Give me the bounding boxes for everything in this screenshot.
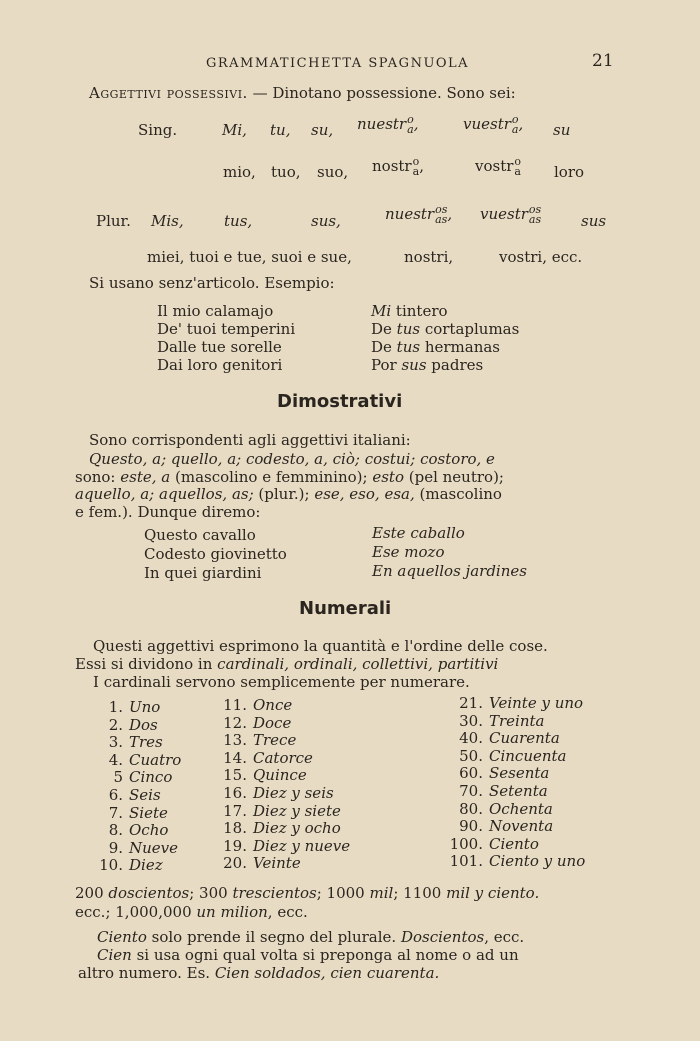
cardinal-row [445, 853, 585, 871]
cardinal-row [445, 818, 585, 836]
cardinal-row [95, 699, 181, 717]
poss-examples-italian: Il mio calamajo De' tuoi temperini Dalle tue sorelle Dai loro genitori [157, 302, 296, 374]
cardinal-row [95, 805, 181, 823]
plur-it-1: miei, tuoi e tue, suoi e sue, [147, 248, 352, 266]
cardinal-word: Cuarenta [489, 729, 560, 748]
dim-line-2: Questo, a; quello, a; codesto, a, ciò; costui; costoro, e [89, 450, 495, 468]
plur-es-4: nuestr os as , [385, 203, 453, 226]
cardinal-row [445, 836, 585, 854]
cardinal-number: 15. [223, 766, 247, 785]
cardinal-number: 21. [459, 694, 483, 712]
cardinal-word: Cincuenta [489, 746, 567, 765]
cardinal-number: 17. [223, 801, 247, 820]
cardinal-row [221, 767, 350, 785]
cardinal-number: 6. [108, 785, 123, 804]
cardinal-word: Doce [253, 713, 292, 732]
cardinal-word: Once [253, 696, 293, 714]
cardinal-word: Cinco [129, 768, 173, 787]
cardinal-number: 4. [108, 750, 123, 769]
sing-es-4: nuestr o a , [357, 113, 419, 136]
poss-examples-spanish: Mi tintero De tus cortaplumas De tus hermanas Por sus padres [371, 302, 520, 374]
cardinal-number: 13. [223, 731, 247, 750]
cardinal-number: 1. [108, 698, 123, 716]
numerali-heading: Numerali [299, 598, 392, 619]
plur-es-6: sus [581, 212, 607, 230]
cardinal-row [221, 715, 350, 733]
cardinal-number: 5 [113, 768, 123, 787]
cardinal-number: 11. [223, 696, 247, 714]
cardinal-number: 7. [108, 803, 123, 822]
cardinal-row [95, 857, 181, 875]
cardinal-row [95, 787, 181, 805]
num-line-1: Questi aggettivi esprimono la quantità e l'ordine delle cose. [93, 637, 548, 655]
cardinal-word: Nueve [129, 838, 179, 857]
possessivi-intro [89, 84, 516, 102]
cardinal-number: 10. [99, 856, 123, 875]
cardinal-word: Veinte y uno [489, 694, 584, 712]
possessivi-text: — Dinotano possessione. Sono sei: [252, 84, 516, 102]
cardinal-number: 12. [223, 713, 247, 732]
cardinal-number: 60. [459, 764, 483, 783]
note-line-1: Ciento solo prende il segno del plurale. Doscientos, ecc. [97, 928, 525, 946]
sing-it-3: suo, [317, 163, 349, 181]
cardinal-number: 90. [459, 817, 483, 836]
cardinal-number: 70. [459, 781, 483, 800]
cardinal-word: Ciento y uno [489, 852, 586, 871]
possessivi-label: Aggettivi possessivi. [89, 84, 248, 102]
plur-label: Plur. [96, 212, 131, 230]
plur-it-3: vostri, ecc. [499, 248, 583, 266]
dim-examples-spanish: Este caballo Ese mozo En aquellos jardines [372, 524, 527, 580]
cardinal-word: Diez [129, 856, 163, 875]
num-line-2: Essi si dividono in cardinali, ordinali, collettivi, partitivi [75, 655, 499, 673]
usage-line: Si usano senz'articolo. Esempio: [89, 274, 335, 292]
cardinal-number: 18. [223, 819, 247, 838]
cardinals-col-1 [95, 699, 181, 875]
sing-it-1: mio, [223, 163, 256, 181]
dim-line-4: aquello, a; aquellos, as; (plur.); ese, eso, esa, (mascolino [75, 485, 502, 503]
dimostrativi-heading: Dimostrativi [277, 391, 403, 412]
cardinal-word: Catorce [253, 748, 313, 767]
cardinal-number: 101. [449, 852, 483, 871]
plur-it-2: nostri, [404, 248, 454, 266]
cardinal-word: Quince [253, 766, 307, 785]
sing-es-1: Mi, [222, 121, 247, 139]
page-number: 21 [592, 51, 614, 71]
cardinal-number: 80. [459, 799, 483, 818]
sing-es-2: tu, [270, 121, 291, 139]
cardinal-row [221, 820, 350, 838]
cardinal-word: Diez y seis [253, 783, 334, 802]
cardinal-row [221, 855, 350, 873]
sing-es-3: su, [311, 121, 334, 139]
dim-line-5: e fem.). Dunque diremo: [75, 503, 261, 521]
cardinal-row [221, 697, 350, 715]
sing-it-2: tuo, [271, 163, 301, 181]
cardinal-number: 20. [223, 854, 247, 873]
cardinal-row [445, 801, 585, 819]
plur-es-3: sus, [311, 212, 341, 230]
dim-line-3: sono: este, a (mascolino e femminino); esto (pel neutro); [75, 468, 504, 486]
cardinal-number: 16. [223, 783, 247, 802]
sing-it-4: nostr o a , [372, 155, 424, 178]
cardinal-word: Tres [129, 733, 163, 752]
big-numbers-line-1: 200 doscientos; 300 trescientos; 1000 mil; 1100 mil y ciento. [75, 884, 540, 902]
cardinal-word: Diez y siete [253, 801, 341, 820]
cardinal-row [95, 840, 181, 858]
cardinal-row [445, 748, 585, 766]
cardinal-row [221, 785, 350, 803]
cardinal-number: 14. [223, 748, 247, 767]
num-line-3: I cardinali servono semplicemente per numerare. [93, 673, 470, 691]
cardinal-row [445, 730, 585, 748]
cardinals-col-3 [445, 695, 585, 871]
note-line-3: altro numero. Es. Cien soldados, cien cuarenta. [78, 964, 440, 982]
cardinal-word: Cuatro [129, 750, 182, 769]
cardinal-row [95, 717, 181, 735]
dim-examples-italian: Questo cavallo Codesto giovinetto In quei giardini [144, 526, 287, 582]
cardinal-number: 50. [459, 746, 483, 765]
plur-es-5: vuestr os as [480, 203, 542, 226]
sing-es-6: su [553, 121, 571, 139]
cardinal-number: 40. [459, 729, 483, 748]
cardinal-word: Noventa [489, 817, 554, 836]
cardinal-word: Siete [129, 803, 168, 822]
cardinal-number: 19. [223, 836, 247, 855]
cardinal-word: Uno [129, 698, 161, 716]
running-head: GRAMMATICHETTA SPAGNUOLA [206, 56, 470, 71]
cardinal-word: Treinta [489, 711, 545, 730]
cardinal-number: 3. [108, 733, 123, 752]
cardinal-number: 9. [108, 838, 123, 857]
big-numbers-line-2: ecc.; 1,000,000 un milion, ecc. [75, 903, 308, 921]
dim-line-1: Sono corrispondenti agli aggettivi italiani: [89, 431, 411, 449]
sing-it-5: vostr o a [475, 155, 522, 178]
cardinal-word: Sesenta [489, 764, 550, 783]
cardinal-row [95, 734, 181, 752]
cardinal-number: 30. [459, 711, 483, 730]
cardinal-word: Seis [129, 785, 161, 804]
cardinal-row [95, 769, 181, 787]
plur-es-2: tus, [224, 212, 253, 230]
cardinal-word: Ocho [129, 821, 169, 840]
cardinal-word: Veinte [253, 854, 301, 873]
cardinal-word: Trece [253, 731, 297, 750]
plur-es-1: Mis, [151, 212, 184, 230]
cardinal-number: 8. [108, 821, 123, 840]
cardinal-number: 100. [449, 834, 483, 853]
sing-label: Sing. [138, 121, 178, 139]
note-line-2: Cien si usa ogni qual volta si preponga al nome o ad un [97, 946, 519, 964]
cardinal-row [445, 695, 585, 713]
cardinal-word: Ochenta [489, 799, 553, 818]
cardinal-word: Diez y ocho [253, 819, 341, 838]
cardinal-word: Setenta [489, 781, 548, 800]
cardinal-word: Dos [129, 715, 158, 734]
cardinal-row [221, 750, 350, 768]
cardinal-row [95, 752, 181, 770]
cardinal-row [221, 732, 350, 750]
cardinal-row [445, 713, 585, 731]
cardinal-row [95, 822, 181, 840]
sing-es-5: vuestr o a , [463, 113, 524, 136]
cardinal-row [221, 838, 350, 856]
sing-it-6: loro [554, 163, 585, 181]
cardinal-number: 2. [108, 715, 123, 734]
cardinal-word: Diez y nueve [253, 836, 351, 855]
cardinal-row [445, 783, 585, 801]
cardinals-col-2 [221, 697, 350, 873]
cardinal-word: Ciento [489, 834, 539, 853]
cardinal-row [221, 803, 350, 821]
cardinal-row [445, 765, 585, 783]
